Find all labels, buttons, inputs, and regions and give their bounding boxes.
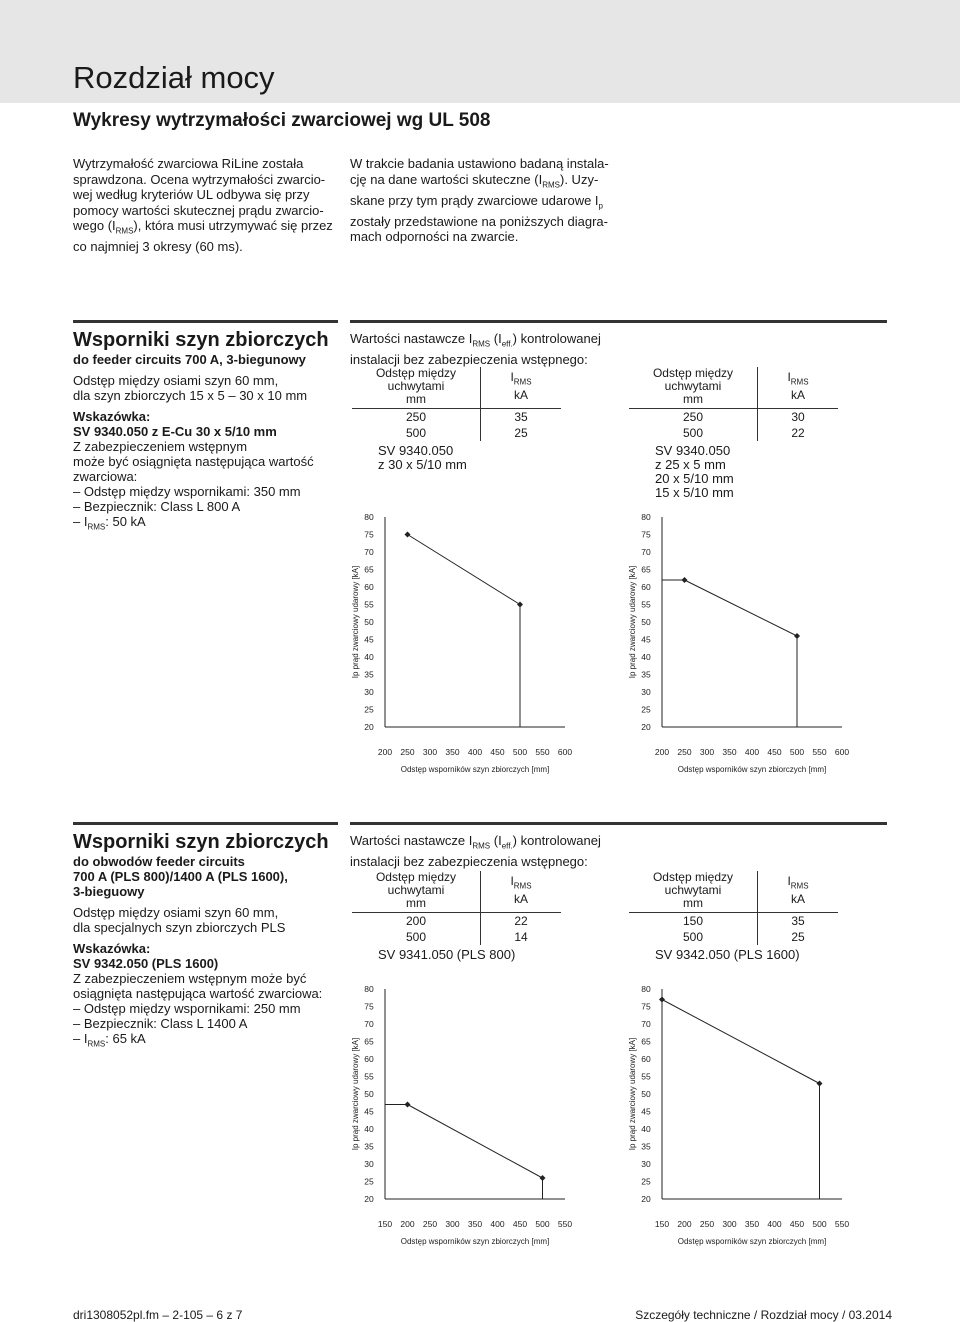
y-tick-label: 70 (641, 547, 651, 557)
y-tick-label: 35 (641, 1141, 651, 1152)
y-axis-label: Ip prąd zwarciowy udarowy [kA] (351, 565, 360, 679)
footer-left: dri1308052pl.fm – 2-105 – 6 z 7 (73, 1308, 243, 1322)
y-tick-label: 80 (641, 512, 651, 522)
y-tick-label: 65 (364, 1036, 374, 1047)
chart-short-circuit-3 (340, 977, 580, 1252)
x-tick-label: 550 (812, 747, 827, 757)
y-tick-label: 60 (641, 1054, 651, 1064)
x-axis-label: Odstęp wsporników szyn zbiorczych [mm] (677, 1237, 827, 1246)
y-tick-label: 75 (364, 529, 374, 540)
data-point (517, 602, 523, 608)
section-rule (73, 822, 338, 825)
x-axis-label: Odstęp wsporników szyn zbiorczych [mm] (400, 765, 550, 774)
intro-left: Wytrzymałość zwarciowa RiLine została sprawdzona. Ocena wytrzymałości zwarcio- wej według kryteriów UL odbywa się przy pomocy wartości skutecznej prądu zwarcio- wego $(I_{RMS})$, która musi utrzymywać się przez co najmniej 3 okresy (60 ms). (73, 156, 333, 255)
y-axis-label: Ip prąd zwarciowy udarowy [kA] (351, 1037, 360, 1151)
x-tick-label: 300 (699, 747, 715, 757)
x-tick-label: 400 (767, 1219, 782, 1229)
y-tick-label: 60 (364, 1054, 374, 1064)
x-tick-label: 450 (490, 747, 505, 757)
data-point (817, 1081, 823, 1087)
x-tick-label: 250 (400, 747, 415, 757)
chart-label: SV 9341.050 (PLS 800) (378, 947, 516, 962)
section-title: Wsporniki szyn zbiorczych (73, 831, 329, 853)
chart-short-circuit-1 (340, 505, 580, 780)
y-tick-label: 20 (641, 722, 651, 732)
footer-right: Szczegóły techniczne / Rozdział mocy / 03.2014 (635, 1308, 892, 1322)
chart-label: SV 9342.050 (PLS 1600) (655, 947, 800, 962)
data-point (659, 997, 665, 1003)
series-line (408, 1105, 543, 1179)
y-tick-label: 75 (364, 1001, 374, 1012)
y-tick-label: 20 (364, 1194, 374, 1204)
y-axis-label: Ip prąd zwarciowy udarowy [kA] (628, 565, 637, 679)
x-tick-label: 450 (512, 1219, 528, 1229)
y-tick-label: 45 (364, 634, 374, 645)
y-tick-label: 25 (364, 704, 374, 715)
y-tick-label: 50 (364, 1089, 374, 1099)
x-tick-label: 200 (677, 1219, 692, 1229)
x-tick-label: 500 (512, 747, 528, 757)
y-tick-label: 80 (364, 984, 374, 994)
section-rule (350, 320, 887, 323)
y-tick-label: 45 (641, 1106, 651, 1117)
y-tick-label: 80 (364, 512, 374, 522)
conditions-text: Wartości nastawcze $I_{RMS}$ $(I_{eff.})$ kontrolowanej instalacji bez zabezpieczenia wstępnego: (350, 833, 601, 870)
y-tick-label: 25 (364, 1176, 374, 1187)
series-line (685, 580, 798, 636)
y-tick-label: 40 (364, 1124, 374, 1134)
values-table: Odstęp między uchwytami mm $I_{RMS}$ kA 200 22 500 14 (352, 871, 561, 945)
x-tick-label: 500 (535, 1219, 550, 1229)
section-description: do feeder circuits 700 A, 3-biegunowy Odstęp między osiami szyn 60 mm, dla szyn zbiorczych 15 x 5 – 30 x 10 mm Wskazówka: SV 9340.050 z E-Cu 30 x 5/10 mm Z zabezpieczeniem wstępnym może być osiągnięta następująca wartość zwarciowa: – Odstęp między wspornikami: 350 mm – Bezpiecznik: Class L 800 A – $I_{RMS}$: 50 kA (73, 352, 314, 532)
x-axis-label: Odstęp wsporników szyn zbiorczych [mm] (677, 765, 827, 774)
conditions-text: Wartości nastawcze $I_{RMS}$ $(I_{eff.})$ kontrolowanej instalacji bez zabezpieczenia wstępnego: (350, 331, 601, 368)
x-axis-label: Odstęp wsporników szyn zbiorczych [mm] (400, 1237, 550, 1246)
x-tick-label: 350 (744, 1219, 760, 1229)
x-tick-label: 550 (557, 1219, 573, 1229)
data-point (405, 532, 411, 538)
y-tick-label: 30 (641, 1159, 651, 1169)
data-point (405, 1102, 411, 1108)
x-tick-label: 200 (654, 747, 670, 757)
series-line (408, 535, 521, 605)
y-tick-label: 70 (641, 1019, 651, 1029)
y-tick-label: 55 (364, 1071, 374, 1082)
chart-short-circuit-2 (617, 505, 857, 780)
y-tick-label: 60 (641, 582, 651, 592)
y-tick-label: 75 (641, 1001, 651, 1012)
y-tick-label: 45 (364, 1106, 374, 1117)
data-point (794, 633, 800, 639)
section-rule (73, 320, 338, 323)
x-tick-label: 500 (812, 1219, 827, 1229)
section-title: Wsporniki szyn zbiorczych (73, 329, 329, 351)
y-tick-label: 70 (364, 547, 374, 557)
y-tick-label: 55 (641, 1071, 651, 1082)
y-tick-label: 30 (641, 687, 651, 697)
section-description: do obwodów feeder circuits 700 A (PLS 800)/1400 A (PLS 1600), 3-bieguowy Odstęp między osiami szyn 60 mm, dla specjalnych szyn zbiorczych PLS Wskazówka: SV 9342.050 (PLS 1600) Z zabezpieczeniem wstępnym może być osiągnięta następująca wartość zwarciowa: – Odstęp między wspornikami: 250 mm – Bezpiecznik: Class L 1400 A – $I_{RMS}$: 65 kA (73, 854, 323, 1049)
y-tick-label: 25 (641, 704, 651, 715)
x-tick-label: 400 (490, 1219, 505, 1229)
x-tick-label: 450 (767, 747, 782, 757)
x-tick-label: 500 (789, 747, 805, 757)
values-table: Odstęp między uchwytami mm $I_{RMS}$ kA 250 35 500 25 (352, 367, 561, 441)
x-tick-label: 350 (722, 747, 737, 757)
y-tick-label: 50 (364, 617, 374, 627)
y-tick-label: 30 (364, 1159, 374, 1169)
section-rule (350, 822, 887, 825)
y-tick-label: 40 (641, 1124, 651, 1134)
intro-right: W trakcie badania ustawiono badaną instala- cję na dane wartości skuteczne $(I_{RMS})$. Uzy- skane przy tym prądy zwarciowe udarowe $I_p$ zostały przedstawione na poniższych diagra- mach odporności na zwarcie. (350, 156, 609, 245)
y-tick-label: 55 (641, 599, 651, 610)
y-tick-label: 20 (641, 1194, 651, 1204)
y-tick-label: 75 (641, 529, 651, 540)
y-tick-label: 80 (641, 984, 651, 994)
y-axis-label: Ip prąd zwarciowy udarowy [kA] (628, 1037, 637, 1151)
y-tick-label: 60 (364, 582, 374, 592)
chart-label: SV 9340.050 z 30 x 5/10 mm (378, 443, 467, 472)
y-tick-label: 20 (364, 722, 374, 732)
x-tick-label: 150 (377, 1219, 393, 1229)
x-tick-label: 300 (722, 1219, 737, 1229)
y-tick-label: 65 (641, 564, 651, 575)
x-tick-label: 300 (445, 1219, 460, 1229)
x-tick-label: 550 (535, 747, 550, 757)
x-tick-label: 200 (400, 1219, 415, 1229)
values-table: Odstęp między uchwytami mm $I_{RMS}$ kA 150 35 500 25 (629, 871, 838, 945)
y-tick-label: 40 (364, 652, 374, 662)
x-tick-label: 400 (744, 747, 760, 757)
page-title: Rozdział mocy (73, 60, 275, 95)
x-tick-label: 250 (677, 747, 692, 757)
x-tick-label: 550 (834, 1219, 850, 1229)
x-tick-label: 150 (654, 1219, 670, 1229)
page-subtitle: Wykresy wytrzymałości zwarciowej wg UL 508 (73, 110, 491, 131)
y-tick-label: 65 (364, 564, 374, 575)
y-tick-label: 50 (641, 1089, 651, 1099)
y-tick-label: 35 (364, 1141, 374, 1152)
x-tick-label: 250 (699, 1219, 715, 1229)
x-tick-label: 400 (467, 747, 483, 757)
x-tick-label: 600 (834, 747, 850, 757)
x-tick-label: 200 (377, 747, 393, 757)
y-tick-label: 65 (641, 1036, 651, 1047)
x-tick-label: 450 (789, 1219, 805, 1229)
series-line (662, 1000, 820, 1084)
data-point (682, 577, 688, 583)
x-tick-label: 350 (467, 1219, 483, 1229)
x-tick-label: 600 (557, 747, 573, 757)
y-tick-label: 40 (641, 652, 651, 662)
y-tick-label: 25 (641, 1176, 651, 1187)
data-point (540, 1175, 546, 1181)
y-tick-label: 70 (364, 1019, 374, 1029)
x-tick-label: 350 (445, 747, 460, 757)
y-tick-label: 35 (364, 669, 374, 680)
y-tick-label: 35 (641, 669, 651, 680)
values-table: Odstęp między uchwytami mm $I_{RMS}$ kA 250 30 500 22 (629, 367, 838, 441)
y-tick-label: 50 (641, 617, 651, 627)
y-tick-label: 45 (641, 634, 651, 645)
y-tick-label: 30 (364, 687, 374, 697)
x-tick-label: 300 (422, 747, 438, 757)
x-tick-label: 250 (422, 1219, 438, 1229)
chart-label: SV 9340.050 z 25 x 5 mm 20 x 5/10 mm 15 x 5/10 mm (655, 443, 734, 500)
y-tick-label: 55 (364, 599, 374, 610)
chart-short-circuit-4 (617, 977, 857, 1252)
